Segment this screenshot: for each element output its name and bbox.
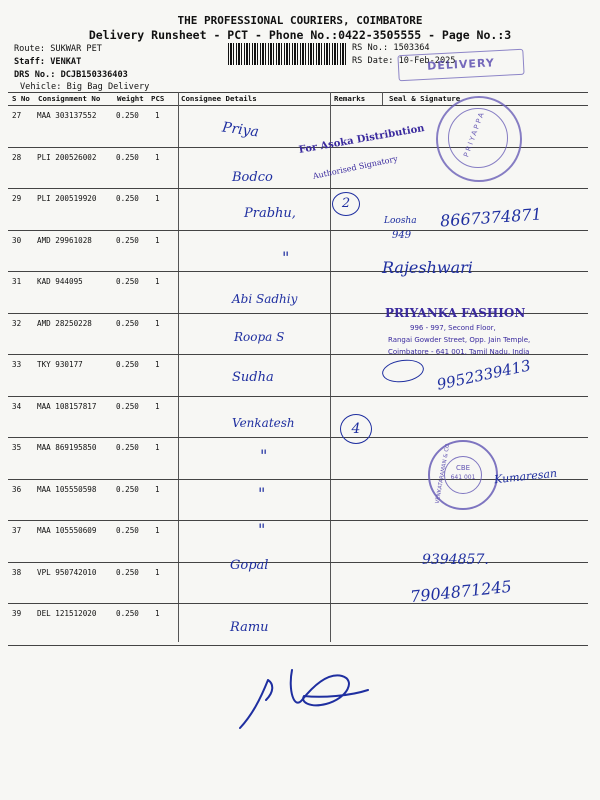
row-consignment-no: AMD 29961028 [37,235,92,245]
fashion-stamp-line3: Coimbatore - 641 001, Tamil Nadu, India [388,348,530,356]
rs-number: RS No.: 1503364 [352,43,430,53]
row-weight: 0.250 [116,194,139,203]
row-weight: 0.250 [116,443,139,452]
row-rule [8,396,588,397]
row-pcs: 1 [155,318,160,328]
row-sno: 36 [12,484,22,494]
row-sno: 35 [12,443,22,452]
row-rule [8,188,588,189]
col-seal-signature: Seal & Signature [389,94,461,103]
row-weight: 0.250 [116,609,139,618]
handwriting-r33: Sudha [232,370,274,385]
row-pcs: 1 [155,443,160,452]
row-weight: 0.250 [116,360,139,369]
phone-prefix: Loosha [384,216,417,226]
circled-number-text: 4 [351,421,361,437]
phone-number: 8667374871 [439,204,543,231]
row-rule [8,603,588,604]
row-consignment-no: MAA 869195850 [37,443,97,452]
asoka-stamp: For Asoka Distribution [298,123,426,156]
row-consignment-no: MAA 303137552 [37,111,97,120]
signature-r31: Rajeshwari [382,258,473,277]
circled-number-text: 2 [341,196,351,211]
col-pcs: PCS [151,94,165,103]
row-sno: 33 [12,360,22,369]
row-pcs: 1 [155,194,160,203]
row-sno: 32 [12,318,22,328]
handwriting-r32: Roopa S [234,330,285,344]
row-sno: 31 [12,277,22,286]
row-sno: 38 [12,567,22,577]
circled-number [332,192,360,216]
row-weight: 0.250 [116,235,139,245]
delivery-stamp [397,49,524,82]
round-seal [436,96,522,182]
row-consignment-no: MAA 108157817 [37,401,97,411]
col-sno: S No [12,94,30,103]
row-sno: 28 [12,152,22,162]
asoka-authorised: Authorised Signatory [312,154,399,181]
phone-r38b: 7904871245 [409,576,513,607]
route-label: Route: SUKWAR PET [14,44,102,54]
venkataraman-seal-ring: VENKATARAMAN & CO. [434,441,452,505]
row-pcs: 1 [155,526,160,535]
row-consignment-no: DEL 121512020 [37,609,97,618]
row-pcs: 1 [155,567,160,577]
row-rule [8,562,588,563]
fashion-stamp-line1: 996 - 997, Second Floor, [410,324,496,332]
row-sno: 30 [12,235,22,245]
handwriting-r36: " [258,484,266,503]
row-sno: 34 [12,401,22,411]
row-consignment-no: AMD 28250228 [37,318,92,328]
signature-r36: Kumaresan [493,466,558,487]
row-rule [8,271,588,272]
row-rule [8,645,588,646]
col-divider [382,92,383,105]
staff-label: Staff: VENKAT [14,57,82,67]
row-weight: 0.250 [116,318,139,328]
row-pcs: 1 [155,152,160,162]
fashion-stamp-line2: Rangai Gowder Street, Opp. Jain Temple, [388,336,531,344]
handwriting-r34: Venkatesh [232,416,295,430]
signature-loop [381,357,426,385]
col-divider [178,92,179,642]
row-sno: 29 [12,194,22,203]
handwriting-r27: Priya [221,119,260,141]
row-pcs: 1 [155,484,160,494]
row-pcs: 1 [155,609,160,618]
phone-r38a: 9394857. [422,552,489,568]
phone-extra: 949 [392,230,412,241]
row-rule [8,437,588,438]
handwriting-r29: Prabhu, [244,206,296,221]
phone-fashion: 9952339413 [435,356,533,394]
row-consignment-no: TKY 930177 [37,360,83,369]
col-remarks: Remarks [334,94,366,103]
col-weight: Weight [117,94,144,103]
delivery-stamp-text: DELIVERY [426,56,496,73]
handwriting-r39: Ramu [230,620,269,635]
col-consignment: Consignment No [38,94,101,103]
venkataraman-seal [428,440,498,510]
round-seal-text: PRIYAPPA [462,109,487,159]
row-weight: 0.250 [116,111,139,120]
handwriting-r37: " [258,520,266,539]
row-weight: 0.250 [116,567,139,577]
row-pcs: 1 [155,235,160,245]
drs-label: DRS No.: DCJB150336403 [14,70,128,80]
handwriting-r38: Gopal [230,558,269,573]
row-sno: 39 [12,609,22,618]
row-rule [8,520,588,521]
handwriting-r35: " [260,446,268,465]
row-consignment-no: PLI 200519920 [37,194,97,203]
header-top-rule [8,92,588,93]
row-consignment-no: MAA 105550598 [37,484,97,494]
circled-number [340,414,372,444]
row-sno: 37 [12,526,22,535]
row-consignment-no: KAD 944095 [37,277,83,286]
company-title: THE PROFESSIONAL COURIERS, COIMBATORE [177,14,423,27]
row-sno: 27 [12,111,22,120]
row-weight: 0.250 [116,484,139,494]
signature-scribble [230,660,380,740]
handwriting-r28: Bodco [232,170,273,185]
venkataraman-seal-pin: 641 001 [450,474,476,481]
row-pcs: 1 [155,360,160,369]
row-pcs: 1 [155,111,160,120]
fashion-stamp-name: PRIYANKA FASHION [385,306,526,320]
row-weight: 0.250 [116,526,139,535]
row-weight: 0.250 [116,152,139,162]
venkataraman-seal-city: CBE [455,464,471,472]
vehicle-label: Vehicle: Big Bag Delivery [20,82,150,92]
row-weight: 0.250 [116,401,139,411]
row-pcs: 1 [155,277,160,286]
handwriting-r31: Abi Sadhiy [232,292,298,306]
row-consignment-no: MAA 105550609 [37,526,97,535]
row-pcs: 1 [155,401,160,411]
row-rule [8,230,588,231]
col-consignee: Consignee Details [181,94,257,103]
handwriting-r30: " [282,248,290,267]
runsheet-subtitle: Delivery Runsheet - PCT - Phone No.:0422-3505555 - Page No.:3 [88,28,512,42]
barcode [228,43,348,65]
row-consignment-no: VPL 950742010 [37,567,97,577]
rs-date: RS Date: 10-Feb-2025 [352,56,456,66]
row-consignment-no: PLI 200526002 [37,152,97,162]
row-weight: 0.250 [116,277,139,286]
